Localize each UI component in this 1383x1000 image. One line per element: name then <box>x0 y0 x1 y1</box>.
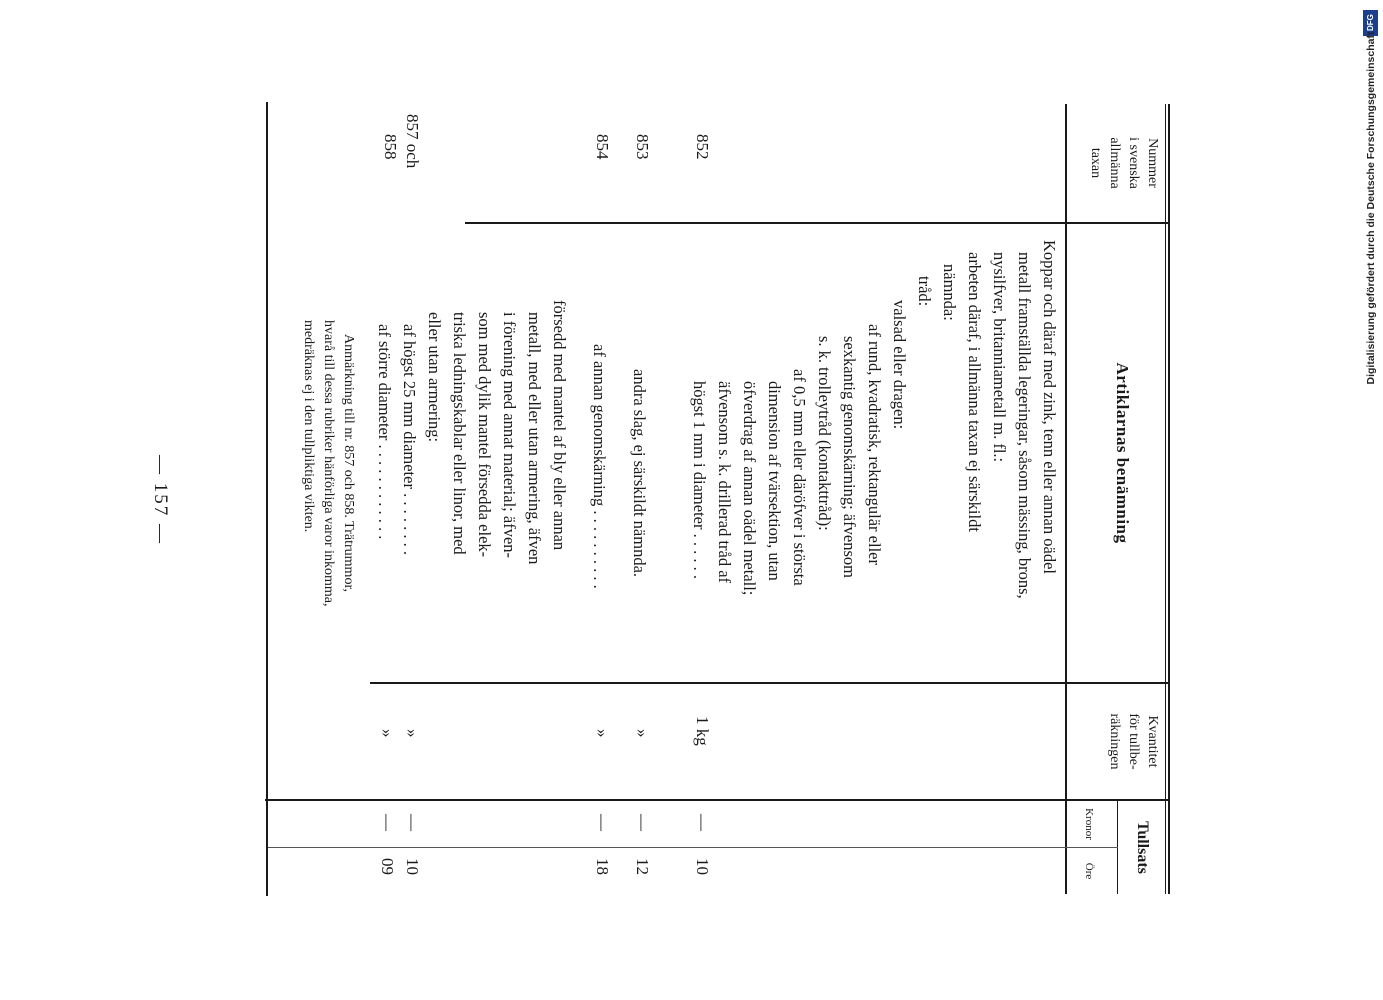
forsedd-line-5: triska ledningskablar eller linor, med <box>450 312 469 555</box>
page-number-text: — 157 — <box>150 455 171 545</box>
intro-line-3: nysilfver, britanniametall m. fl.: <box>990 252 1009 463</box>
intro-line-1: Koppar och däraf med zink, tenn eller annan oädel <box>1040 240 1059 574</box>
header-kvantitet-line-3: räkningen <box>1107 713 1122 770</box>
forsedd-line-4: som med dylik mantel försedda elek- <box>475 312 494 558</box>
row-854-quantity: » <box>593 729 612 738</box>
row-852-ore: 10 <box>693 858 712 875</box>
row-857-ore: 10 <box>403 858 422 875</box>
forsedd-line-2: metall, med eller utan armering, äfven <box>525 312 544 565</box>
row-852-number: 852 <box>693 134 712 160</box>
rund-line-2: sexkantig genomskärning; äfvensom <box>840 336 859 578</box>
row-853-quantity: » <box>633 729 652 738</box>
row-858-ore: 09 <box>378 858 397 875</box>
col-divider-1 <box>465 222 1170 224</box>
dfg-logo: DFG <box>1363 10 1378 36</box>
header-kronor: Kronor <box>1083 808 1095 840</box>
row-858-kronor: — <box>378 814 397 831</box>
valsad-line: valsad eller dragen: <box>890 300 909 430</box>
anmarkning-line-3: medräknas ej i den tullpliktiga vikten. <box>301 320 316 533</box>
header-nummer <box>1086 106 1162 220</box>
header-artiklarnas: Artiklarnas benämning <box>1113 362 1132 544</box>
digitization-notice <box>1360 8 1382 398</box>
col-divider-2 <box>370 682 1170 684</box>
digitization-notice-text: Digitalisierung gefördert durch die Deutsche Forschungsgemeinschaft <box>1365 31 1377 385</box>
col-divider-3 <box>265 799 1170 801</box>
af05-line-4: äfvensom s. k. drillerad tråd af <box>715 381 734 584</box>
table-bottom-rule <box>266 102 268 896</box>
rund-line-3: s. k. trolleytråd (kontakttråd): <box>815 336 834 531</box>
row-857-kronor: — <box>403 814 422 831</box>
af05-line-1: af 0,5 mm eller däröfver i största <box>790 369 809 586</box>
header-ore: Öre <box>1083 862 1095 880</box>
row-854-kronor: — <box>593 814 612 831</box>
forsedd-line-1: försedd med mantel af bly eller annan <box>550 300 569 551</box>
row-857-number-2: 858 <box>381 134 400 160</box>
trad-line: tråd: <box>915 276 934 307</box>
header-kvantitet-line-1: Kvantitet <box>1145 715 1160 768</box>
header-nummer-line-3: allmänna <box>1107 137 1122 189</box>
header-nummer-line-2: i svenska <box>1126 137 1141 189</box>
row-852-quantity: 1 kg <box>693 716 712 746</box>
af05-line-2: dimension af tvärsektion, utan <box>765 381 784 581</box>
andra-line: andra slag, ej särskildt nämnda. <box>630 369 649 578</box>
row-853-number: 853 <box>633 134 652 160</box>
arbeten-line-1: arbeten däraf, i allmänna taxan ej särskildt <box>965 252 984 532</box>
header-tullsats: Tullsats <box>1134 821 1151 874</box>
header-kvantitet-line-2: för tullbe- <box>1126 713 1141 770</box>
header-kvantitet <box>1105 684 1162 799</box>
row-857-quantity: » <box>403 729 422 738</box>
row-854-number: 854 <box>593 134 612 160</box>
page-number <box>140 440 180 560</box>
anmarkning-line-1: Anmärkning till nr. 857 och 858. Trätrummor, <box>341 334 356 593</box>
row-858-quantity: » <box>378 729 397 738</box>
rund-line-1: af rund, kvadratisk, rektangulär eller <box>865 324 884 565</box>
af05-line-5: högst 1 mm i diameter . . . . . . <box>690 381 709 579</box>
forsedd-line-6: eller utan armering: <box>425 312 444 443</box>
forsedd-line-3: i förening med annat material; äfven- <box>500 312 519 559</box>
tariff-table <box>265 104 1170 894</box>
hogst25-line: af högst 25 mm diameter . . . . . . . . <box>400 324 419 555</box>
header-nummer-line-1: Nummer <box>1145 138 1160 188</box>
anmarkning-line-2: hvarå till dessa rubriker hänförliga varor inkomma, <box>321 320 336 607</box>
annan-genomskarning-line: af annan genomskärning . . . . . . . . . . <box>590 344 609 589</box>
row-854-ore: 18 <box>593 858 612 875</box>
af05-line-3: öfverdrag af annan oädel metall; <box>740 381 759 596</box>
row-852-kronor: — <box>693 814 712 831</box>
storre-line: af större diameter . . . . . . . . . . . . <box>375 324 394 540</box>
arbeten-line-2: nämnda: <box>940 264 959 321</box>
tullsats-split-rule <box>268 847 1118 848</box>
intro-line-2: metall framställda legeringar, såsom mässing, brons, <box>1015 252 1034 599</box>
row-853-ore: 12 <box>633 858 652 875</box>
row-853-kronor: — <box>633 814 652 831</box>
header-nummer-line-4: taxan <box>1088 147 1103 179</box>
row-857-number-1: 857 och <box>403 114 422 169</box>
